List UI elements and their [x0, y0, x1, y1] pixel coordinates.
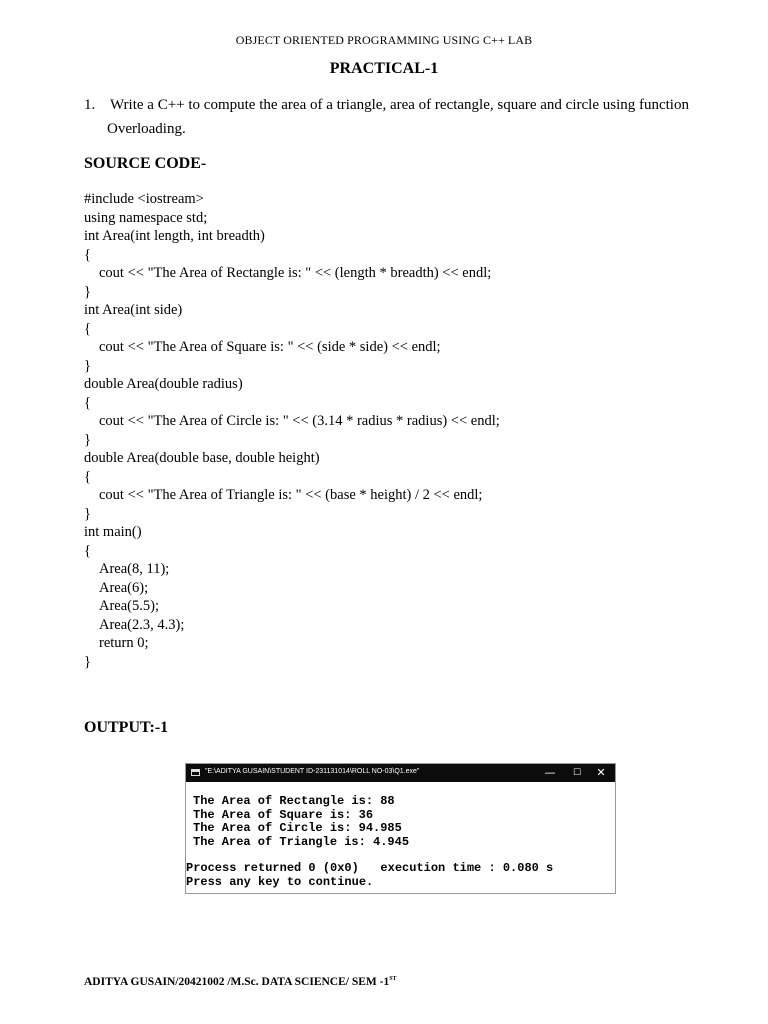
maximize-icon[interactable]: ☐: [572, 768, 582, 778]
code-line: #include <iostream>: [84, 191, 204, 207]
console-window: [185, 763, 616, 894]
footer-text: ADITYA GUSAIN/20421002 /M.Sc. DATA SCIENCE/ SEM -1: [84, 976, 390, 988]
code-line: cout << "The Area of Triangle is: " << (base * height) / 2 << endl;: [99, 487, 483, 503]
code-line: {: [84, 542, 91, 559]
question-text-line-1: Write a C++ to compute the area of a triangle, area of rectangle, square and circle using function: [110, 97, 689, 113]
code-line: double Area(double base, double height): [84, 450, 320, 466]
code-line: int main(): [84, 524, 142, 540]
code-line: using namespace std;: [84, 209, 208, 226]
code-line: }: [84, 283, 91, 300]
page-header: OBJECT ORIENTED PROGRAMMING USING C++ LAB: [235, 33, 533, 47]
code-line: int Area(int length, int breadth): [84, 228, 265, 244]
code-line: }: [84, 431, 91, 448]
code-line: double Area(double radius): [84, 376, 243, 392]
code-line: cout << "The Area of Square is: " << (side * side) << endl;: [99, 339, 441, 355]
code-line: }: [84, 653, 91, 670]
practical-title: PRACTICAL-1: [329, 60, 439, 77]
code-line: Area(8, 11);: [99, 561, 170, 577]
console-title: "E:\ADITYA GUSAIN\STUDENT ID-231131014\ROLL NO-03\Q1.exe": [205, 768, 420, 775]
code-line: Area(2.3, 4.3);: [99, 616, 185, 633]
code-line: Area(6);: [99, 579, 149, 596]
console-status-line: Press any key to continue.: [186, 874, 374, 889]
console-output-line: The Area of Circle is: 94.985: [193, 821, 402, 835]
question-text-line-2: Overloading.: [107, 121, 186, 137]
code-line: }: [84, 505, 91, 522]
console-output-line: The Area of Square is: 36: [193, 807, 374, 822]
code-line: {: [84, 468, 91, 485]
code-line: {: [84, 394, 91, 411]
console-app-icon: [191, 769, 200, 776]
source-code-block: [84, 190, 704, 671]
console-titlebar[interactable]: [186, 764, 615, 782]
console-status-line: Process returned 0 (0x0) execution time : 0.080 s: [186, 861, 554, 875]
code-line: Area(5.5);: [99, 598, 159, 614]
question-number: 1.: [84, 97, 96, 113]
page-footer: [84, 976, 397, 988]
console-output-line: The Area of Triangle is: 4.945: [193, 834, 410, 849]
console-output-line: The Area of Rectangle is: 88: [193, 794, 395, 808]
console-output: [186, 795, 615, 849]
console-status: [186, 862, 615, 889]
code-line: cout << "The Area of Circle is: " << (3.14 * radius * radius) << endl;: [99, 413, 500, 429]
code-line: return 0;: [99, 635, 149, 651]
minimize-icon[interactable]: —: [544, 766, 556, 779]
code-line: }: [84, 357, 91, 374]
code-line: int Area(int side): [84, 302, 183, 318]
code-line: {: [84, 246, 91, 263]
source-code-heading: SOURCE CODE-: [84, 155, 207, 172]
footer-superscript: ST: [389, 976, 397, 982]
close-icon[interactable]: ✕: [596, 766, 606, 779]
code-line: cout << "The Area of Rectangle is: " << (length * breadth) << endl;: [99, 265, 492, 281]
output-heading: OUTPUT:-1: [84, 719, 169, 736]
code-line: {: [84, 320, 91, 337]
